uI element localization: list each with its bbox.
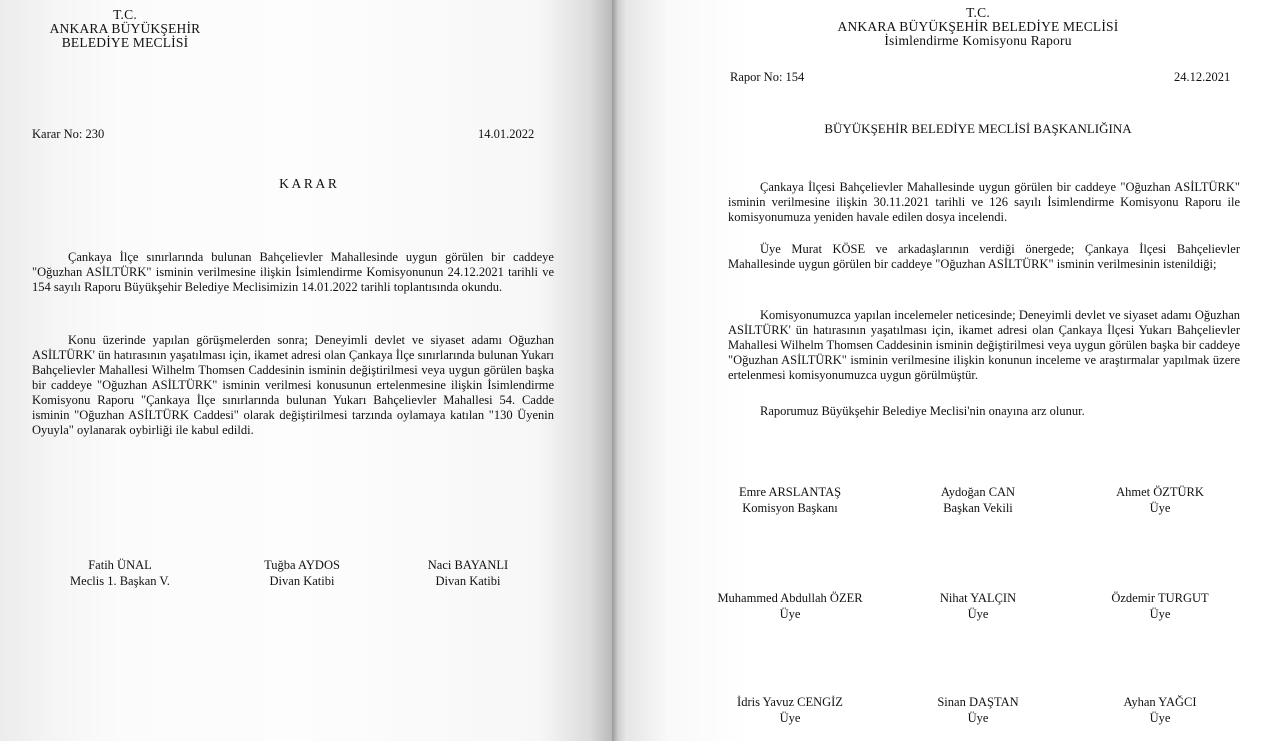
report-paragraph-2: Üye Murat KÖSE ve arkadaşlarının verdiği önergede; Çankaya İlçesi Bahçelievler Mahallesinde uygun görülen bir caddeye "Oğuzhan ASİLTÜRK" isminin verilmesinin istenildiği; — [728, 242, 1240, 271]
signature-title: Üye — [1149, 711, 1171, 725]
signature-block — [30, 557, 210, 589]
signature-block — [1070, 694, 1250, 726]
signature-block — [700, 590, 880, 622]
decision-date: 14.01.2022 — [478, 127, 535, 141]
report-paragraph-1: Çankaya İlçesi Bahçelievler Mahallesinde uygun görülen bir caddeye "Oğuzhan ASİLTÜRK" isminin verilmesine ilişkin 30.11.2021 tarihli ve 126 sayılı İsimlendirme Komisyonu Raporu ile komisyonumuza yeniden havale edilen dosya incelendi. — [728, 180, 1240, 224]
signature-title: Üye — [967, 607, 989, 621]
signature-name: İdris Yavuz CENGİZ — [737, 695, 843, 709]
header-council: ANKARA BÜYÜKŞEHİR BELEDİYE MECLİSİ — [837, 19, 1119, 34]
decision-page — [0, 0, 612, 741]
signature-title: Üye — [779, 607, 801, 621]
signature-title: Divan Katibi — [269, 574, 335, 588]
report-paragraph-4: Raporumuz Büyükşehir Belediye Meclisi'nin onayına arz olunur. — [760, 404, 1085, 418]
signature-name: Emre ARSLANTAŞ — [738, 485, 842, 499]
signature-block — [888, 590, 1068, 622]
report-header — [778, 6, 1178, 48]
signature-name: Aydoğan CAN — [940, 485, 1016, 499]
signature-name: Sinan DAŞTAN — [937, 695, 1019, 709]
decision-header — [40, 8, 210, 50]
header-tc: T.C. — [966, 5, 990, 20]
report-date: 24.12.2021 — [1174, 70, 1231, 84]
report-paragraph-3: Komisyonumuzca yapılan incelemeler neticesinde; Deneyimli devlet ve siyaset adamı Oğuzhan ASİLTÜRK' ün hatırasının yaşatılması için, ikamet adresi olan Çankaya İlçesi Yukarı Bahçelievler Mahallesi Wilhelm Thomsen Caddesinin isminin değiştirilmesi veya uygun görülen başka bir caddeye "Oğuzhan ASİLTÜRK" isminin verilmesine ilişkin konunun inceleme ve araştırmalar yapılmak üzere ertelenmesi komisyonumuzca uygun görülmüştür. — [728, 308, 1240, 382]
signature-title: Üye — [1149, 501, 1171, 515]
report-addressee: BÜYÜKŞEHİR BELEDİYE MECLİSİ BAŞKANLIĞINA — [824, 121, 1132, 136]
signature-title: Üye — [1149, 607, 1171, 621]
signature-name: Tuğba AYDOS — [264, 558, 340, 572]
header-commission: İsimlendirme Komisyonu Raporu — [884, 33, 1072, 48]
header-city: ANKARA BÜYÜKŞEHİR — [49, 21, 201, 36]
signature-block — [888, 484, 1068, 516]
signature-block — [888, 694, 1068, 726]
report-page — [628, 0, 1280, 741]
signature-name: Fatih ÜNAL — [88, 558, 152, 572]
decision-paragraph-1: Çankaya İlçe sınırlarında bulunan Bahçelievler Mahallesinde uygun görülen bir caddeye "Oğuzhan ASİLTÜRK" isminin verilmesine ilişkin İsimlendirme Komisyonunun 24.12.2021 tarihli ve 154 sayılı Raporu Büyükşehir Belediye Meclisimizin 14.01.2022 tarihli toplantısında okundu. — [32, 250, 554, 294]
header-tc: T.C. — [113, 7, 137, 22]
signature-name: Muhammed Abdullah ÖZER — [717, 591, 863, 605]
signature-name: Ahmet ÖZTÜRK — [1116, 485, 1204, 499]
signature-block — [1070, 484, 1250, 516]
signature-name: Naci BAYANLI — [427, 558, 509, 572]
decision-paragraph-2: Konu üzerinde yapılan görüşmelerden sonra; Deneyimli devlet ve siyaset adamı Oğuzhan ASİLTÜRK' ün hatırasının yaşatılması için, ikamet adresi olan Çankaya İlçe sınırlarında bulunan Yukarı Bahçelievler Mahallesi Wilhelm Thomsen Caddesinin isminin değiştirilmesi veya uygun görülen başka bir caddeye "Oğuzhan ASİLTÜRK" isminin verilmesi konusunun ertelenmesine ilişkin İsimlendirme Komisyonu Raporu "Çankaya İlçe sınırlarında bulunan Yukarı Bahçelievler Mahallesi 54. Cadde isminin "Oğuzhan ASİLTÜRK Caddesi" olarak değiştirilmesi tarzında oylamaya katılan "130 Üyenin Oyuyla" oylanarak oybirliği ile kabul edildi. — [32, 333, 554, 437]
report-number: Rapor No: 154 — [730, 70, 805, 84]
signature-title: Üye — [779, 711, 801, 725]
decision-number: Karar No: 230 — [32, 127, 105, 141]
header-council: BELEDİYE MECLİSİ — [61, 35, 189, 50]
signature-name: Özdemir TURGUT — [1111, 591, 1209, 605]
signature-block — [212, 557, 392, 589]
signature-title: Komisyon Başkanı — [742, 501, 838, 515]
signature-title: Başkan Vekili — [943, 501, 1013, 515]
signature-block — [700, 484, 880, 516]
book-gutter — [612, 0, 628, 741]
signature-title: Üye — [967, 711, 989, 725]
signature-title: Meclis 1. Başkan V. — [70, 574, 170, 588]
decision-title: K A R A R — [279, 176, 337, 191]
signature-name: Nihat YALÇIN — [939, 591, 1017, 605]
signature-title: Divan Katibi — [435, 574, 501, 588]
signature-block — [378, 557, 558, 589]
signature-block — [700, 694, 880, 726]
signature-block — [1070, 590, 1250, 622]
signature-name: Ayhan YAĞCI — [1123, 695, 1197, 709]
